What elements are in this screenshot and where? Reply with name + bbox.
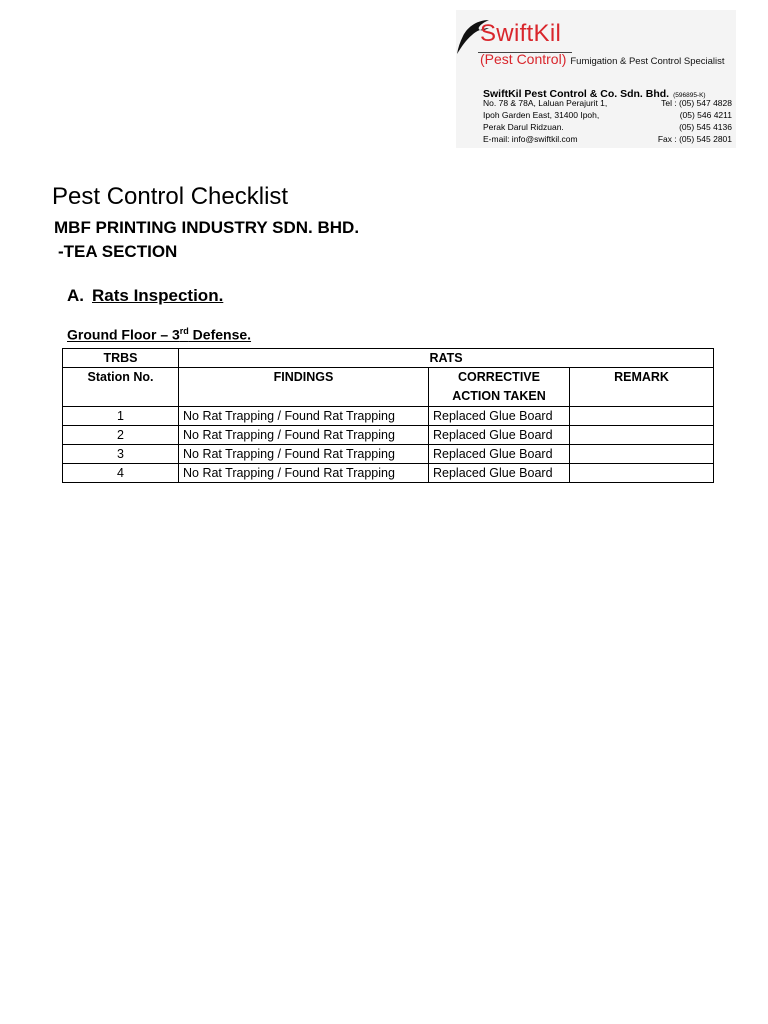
address-line-2: Ipoh Garden East, 31400 Ipoh,	[483, 110, 600, 120]
action-cell: Replaced Glue Board	[429, 445, 570, 464]
table-row	[63, 407, 714, 426]
station-cell: 2	[63, 426, 179, 445]
table-row	[63, 426, 714, 445]
sub-brand: (Pest Control)	[480, 51, 567, 67]
letterhead	[456, 10, 736, 148]
action-cell: Replaced Glue Board	[429, 464, 570, 483]
floor-heading-text: Ground Floor – 3	[67, 326, 180, 343]
tagline	[480, 51, 725, 69]
rats-inspection-table	[62, 348, 714, 483]
findings-cell: No Rat Trapping / Found Rat Trapping	[179, 407, 429, 426]
remark-cell	[570, 426, 714, 445]
col-corrective-line-2: ACTION TAKEN	[452, 389, 546, 403]
phone-line-2: (05) 546 4211	[679, 110, 732, 120]
brand-name: SwiftKil	[480, 20, 562, 47]
inspection-number: A.	[67, 286, 84, 305]
inspection-title: Rats Inspection.	[92, 286, 224, 305]
col-findings: FINDINGS	[179, 368, 429, 407]
floor-heading-ordinal: rd	[179, 326, 189, 336]
col-remark: REMARK	[570, 368, 714, 407]
action-cell: Replaced Glue Board	[429, 407, 570, 426]
document-title: Pest Control Checklist	[52, 183, 289, 210]
table-row	[63, 445, 714, 464]
floor-heading	[67, 326, 251, 343]
station-cell: 3	[63, 445, 179, 464]
logo	[456, 14, 736, 54]
header-rats: RATS	[179, 349, 714, 368]
address-line-1: No. 78 & 78A, Laluan Perajurit 1,	[483, 98, 608, 108]
tagline-text: Fumigation & Pest Control Specialist	[570, 56, 725, 67]
inspection-heading	[67, 286, 223, 306]
findings-cell: No Rat Trapping / Found Rat Trapping	[179, 426, 429, 445]
table-row	[63, 464, 714, 483]
floor-heading-suffix: Defense.	[188, 326, 252, 343]
col-corrective-line-1: CORRECTIVE	[458, 370, 540, 384]
action-cell: Replaced Glue Board	[429, 426, 570, 445]
findings-cell: No Rat Trapping / Found Rat Trapping	[179, 445, 429, 464]
col-corrective-action	[429, 368, 570, 407]
company-name: SwiftKil Pest Control & Co. Sdn. Bhd.	[483, 88, 670, 100]
registration-number: (596895-K)	[673, 92, 706, 99]
phone-line-1: Tel : (05) 547 4828	[661, 98, 732, 108]
station-cell: 4	[63, 464, 179, 483]
table-subheader-row	[63, 368, 714, 407]
remark-cell	[570, 407, 714, 426]
station-cell: 1	[63, 407, 179, 426]
findings-cell: No Rat Trapping / Found Rat Trapping	[179, 464, 429, 483]
client-section: -TEA SECTION	[58, 242, 178, 261]
client-company: MBF PRINTING INDUSTRY SDN. BHD.	[54, 218, 360, 237]
address-line-3: Perak Darul Ridzuan.	[483, 122, 564, 132]
col-station-no: Station No.	[63, 368, 179, 407]
fax-line: Fax : (05) 545 2801	[657, 134, 732, 144]
table-header-row	[63, 349, 714, 368]
remark-cell	[570, 464, 714, 483]
header-trbs: TRBS	[63, 349, 179, 368]
email-line: E-mail: info@swiftkil.com	[483, 134, 578, 144]
phone-line-3: (05) 545 4136	[679, 122, 732, 132]
remark-cell	[570, 445, 714, 464]
